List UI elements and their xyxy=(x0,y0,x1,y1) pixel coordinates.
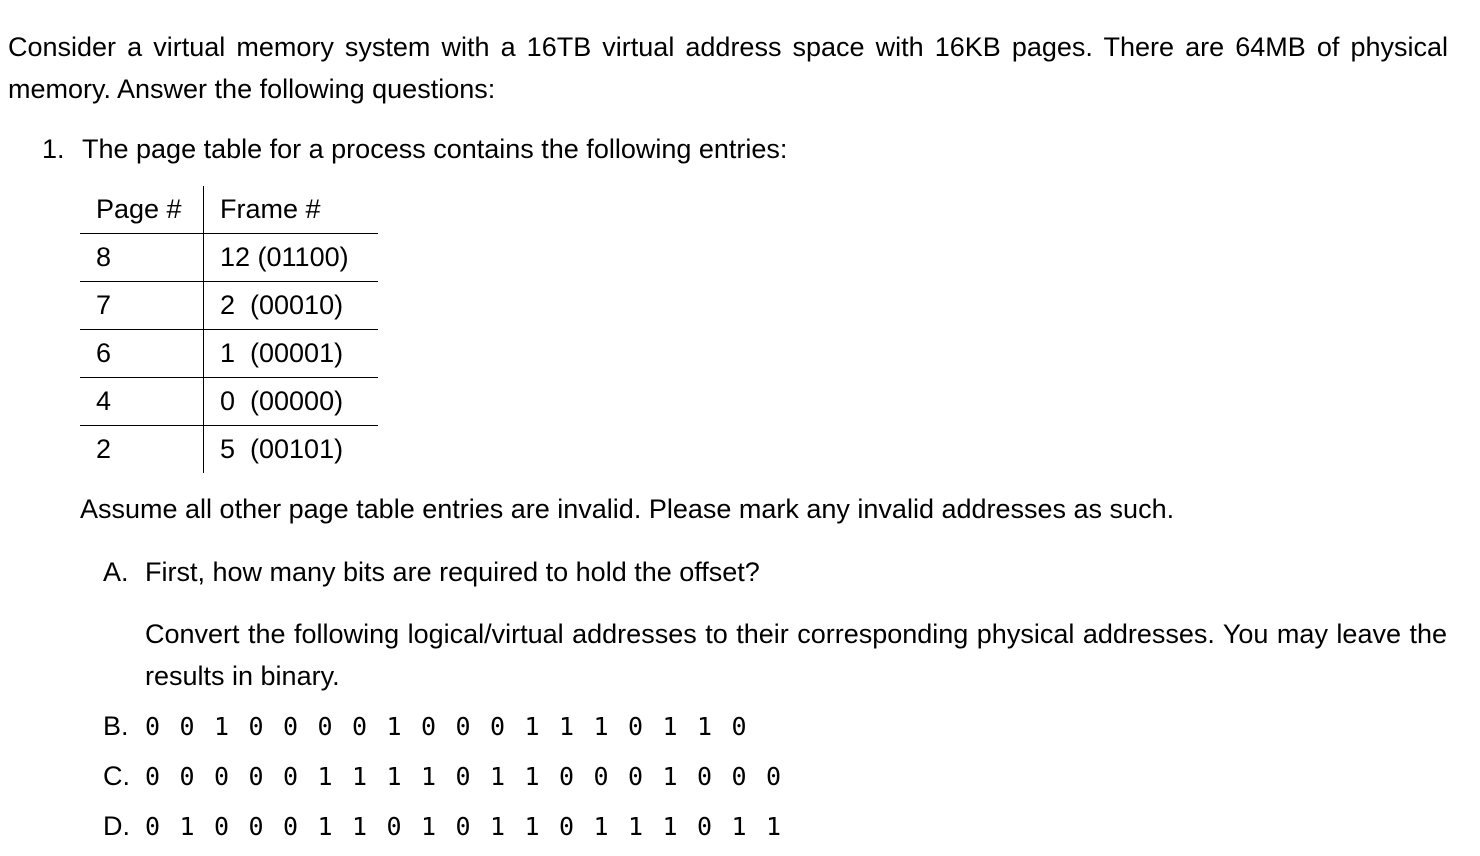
address-bit: 0 xyxy=(179,762,195,791)
address-bit: 1 xyxy=(179,812,195,841)
address-bit: 0 xyxy=(352,712,368,741)
address-bit: 0 xyxy=(559,812,575,841)
address-bit: 0 xyxy=(179,712,195,741)
address-bit: 1 xyxy=(524,712,540,741)
address-bit: 1 xyxy=(524,812,540,841)
address-bit: 1 xyxy=(662,712,678,741)
address-item-c xyxy=(103,757,801,796)
table-row xyxy=(80,426,378,474)
page-number-cell: 6 xyxy=(80,330,204,378)
address-item-d xyxy=(103,807,801,846)
address-bit: 0 xyxy=(214,762,230,791)
question-1-text: The page table for a process contains the following entries: xyxy=(82,134,788,164)
address-bit: 1 xyxy=(490,762,506,791)
address-bit: 0 xyxy=(455,712,471,741)
address-bit: 0 xyxy=(593,762,609,791)
page-number-cell: 2 xyxy=(80,426,204,474)
address-bit: 0 xyxy=(490,712,506,741)
address-bit: 1 xyxy=(593,712,609,741)
address-bits xyxy=(145,762,801,791)
page-number-cell: 7 xyxy=(80,282,204,330)
address-bit: 1 xyxy=(593,812,609,841)
address-bit: 0 xyxy=(283,712,299,741)
address-item-b xyxy=(103,707,766,746)
address-bit: 0 xyxy=(283,762,299,791)
address-bit: 0 xyxy=(248,712,264,741)
address-bit: 1 xyxy=(731,812,747,841)
part-a-label: A. xyxy=(103,557,129,587)
page-number-cell: 8 xyxy=(80,234,204,282)
table-row xyxy=(80,378,378,426)
address-bit: 0 xyxy=(214,812,230,841)
address-bit: 0 xyxy=(731,762,747,791)
address-bit: 0 xyxy=(145,712,161,741)
address-bit: 0 xyxy=(145,762,161,791)
address-bit: 1 xyxy=(317,812,333,841)
frame-number-cell: 5 (00101) xyxy=(220,434,344,464)
table-row xyxy=(80,282,378,330)
question-1 xyxy=(42,130,787,168)
address-bits xyxy=(145,812,801,841)
address-bit: 0 xyxy=(455,762,471,791)
address-bit: 0 xyxy=(283,812,299,841)
address-bit: 0 xyxy=(697,762,713,791)
address-bit: 1 xyxy=(386,762,402,791)
address-bit: 1 xyxy=(386,712,402,741)
address-label: C. xyxy=(103,761,130,791)
table-row xyxy=(80,234,378,282)
address-bit: 0 xyxy=(697,812,713,841)
page-table-header-row xyxy=(80,186,378,234)
page-number-cell: 4 xyxy=(80,378,204,426)
address-bit: 1 xyxy=(697,712,713,741)
address-bit: 0 xyxy=(559,762,575,791)
frame-number-cell: 0 (00000) xyxy=(204,378,379,426)
address-bit: 0 xyxy=(766,762,782,791)
address-bits xyxy=(145,712,766,741)
address-bit: 1 xyxy=(352,812,368,841)
address-bit: 1 xyxy=(352,762,368,791)
table-row xyxy=(80,330,378,378)
address-bit: 1 xyxy=(421,762,437,791)
address-bit: 0 xyxy=(421,712,437,741)
frame-number-cell: 2 (00010) xyxy=(204,282,379,330)
address-bit: 0 xyxy=(455,812,471,841)
page-column-header: Page # xyxy=(80,186,204,234)
intro-paragraph: Consider a virtual memory system with a 16TB virtual address space with 16KB pages. There are 64MB of physical memory. Answer the following questions: xyxy=(8,32,1448,104)
address-bit: 1 xyxy=(766,812,782,841)
address-bit: 0 xyxy=(386,812,402,841)
address-bit: 0 xyxy=(628,712,644,741)
part-a-text: First, how many bits are required to hold the offset? xyxy=(145,557,760,587)
address-bit: 1 xyxy=(490,812,506,841)
address-bit: 1 xyxy=(421,812,437,841)
address-bit: 0 xyxy=(248,812,264,841)
address-label: D. xyxy=(103,811,130,841)
assumption-text: Assume all other page table entries are invalid. Please mark any invalid addresses as such. xyxy=(80,494,1175,524)
address-bit: 1 xyxy=(628,812,644,841)
address-bit: 1 xyxy=(662,762,678,791)
address-bit: 0 xyxy=(731,712,747,741)
address-bit: 0 xyxy=(145,812,161,841)
address-bit: 1 xyxy=(559,712,575,741)
address-bit: 0 xyxy=(317,712,333,741)
address-bit: 1 xyxy=(317,762,333,791)
address-bit: 1 xyxy=(214,712,230,741)
address-bit: 0 xyxy=(628,762,644,791)
frame-number-cell: 1 (00001) xyxy=(204,330,379,378)
address-bit: 1 xyxy=(524,762,540,791)
question-1-number: 1. xyxy=(42,134,65,164)
part-a xyxy=(103,553,760,591)
frame-number-cell: 12 (01100) xyxy=(204,234,379,282)
address-bit: 0 xyxy=(248,762,264,791)
page-table xyxy=(80,186,378,473)
frame-column-header: Frame # xyxy=(204,186,379,234)
convert-instructions: Convert the following logical/virtual addresses to their corresponding physical addresses. You may leave the results in binary. xyxy=(145,619,1447,691)
address-label: B. xyxy=(103,711,129,741)
address-bit: 1 xyxy=(662,812,678,841)
